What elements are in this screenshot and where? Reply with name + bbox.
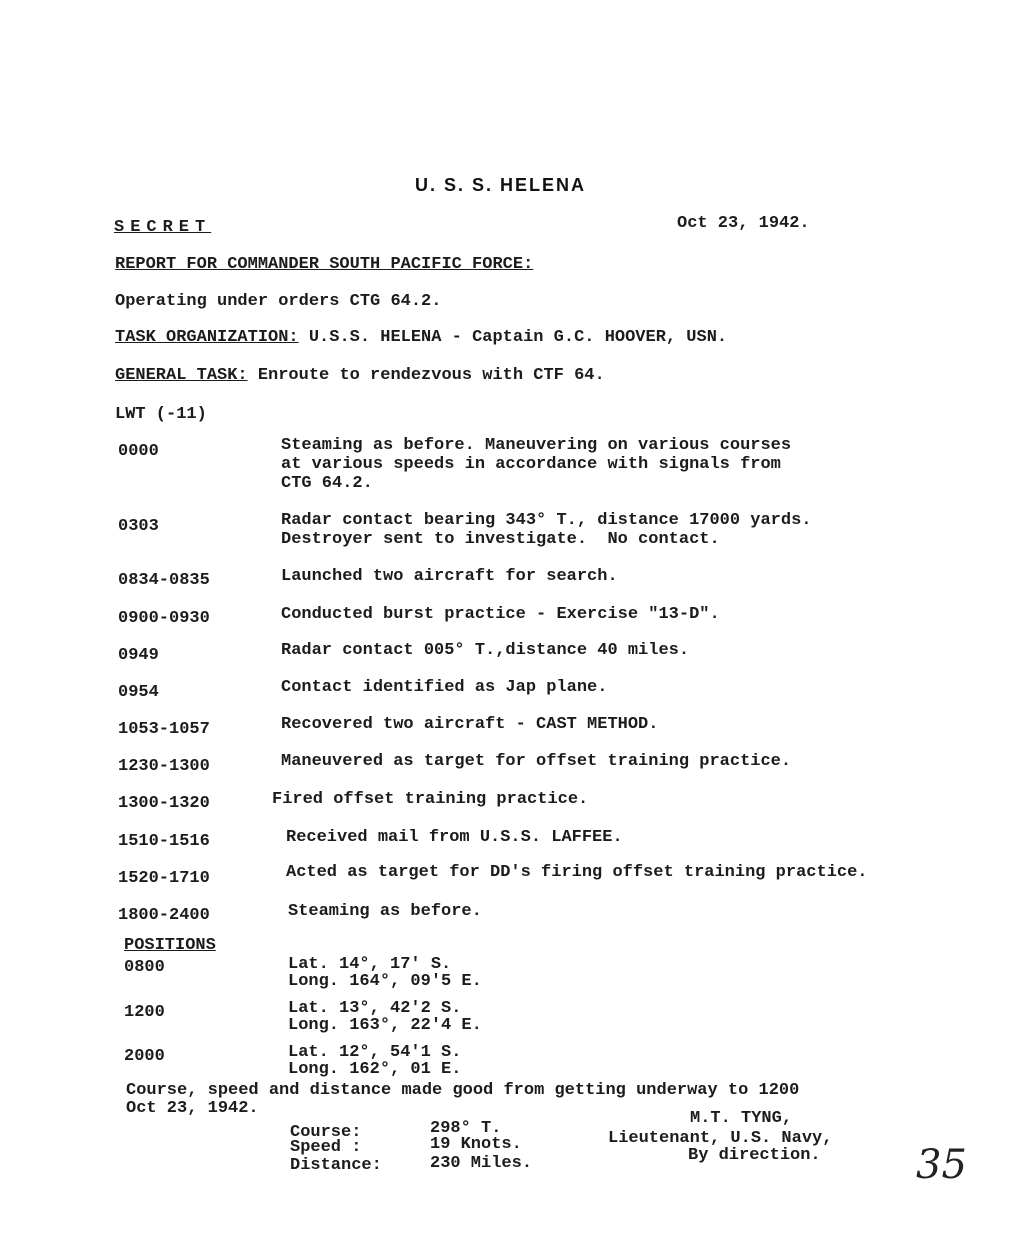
position-lat: Lat. 13°, 42'2 S.	[288, 999, 462, 1018]
position-long: Long. 162°, 01 E.	[288, 1060, 462, 1079]
speed-value: 19 Knots.	[430, 1135, 522, 1154]
log-time: 0834-0835	[118, 571, 210, 590]
position-time: 0800	[124, 958, 165, 977]
position-long: Long. 163°, 22'4 E.	[288, 1016, 482, 1035]
log-time: 0303	[118, 517, 159, 536]
distance-value: 230 Miles.	[430, 1154, 533, 1173]
summary-line-1: Course, speed and distance made good from getting underway to 1200	[126, 1081, 800, 1100]
time-zone: LWT (-11)	[115, 405, 207, 424]
log-text: Acted as target for DD's firing offset training practice.	[286, 863, 868, 882]
operating-orders: Operating under orders CTG 64.2.	[115, 292, 442, 311]
task-organization-value: U.S.S. HELENA - Captain G.C. HOOVER, USN.	[308, 328, 728, 347]
position-long: Long. 164°, 09'5 E.	[288, 972, 482, 991]
position-lat: Lat. 14°, 17' S.	[288, 955, 452, 974]
log-text: Fired offset training practice.	[272, 790, 589, 809]
log-time: 0000	[118, 442, 159, 461]
log-time: 0900-0930	[118, 609, 210, 628]
position-time: 1200	[124, 1003, 165, 1022]
log-text: Steaming as before. Maneuvering on various courses at various speeds in accordance with signals from CTG 64.2.	[281, 436, 792, 493]
signature-name: M.T. TYNG,	[690, 1109, 793, 1128]
report-date: Oct 23, 1942.	[677, 214, 810, 233]
ship-header: U. S. S. HELENA	[415, 175, 587, 195]
classification: SECRET	[114, 218, 212, 237]
log-time: 0954	[118, 683, 159, 702]
log-text: Conducted burst practice - Exercise "13-D".	[281, 605, 720, 624]
log-text: Steaming as before.	[288, 902, 482, 921]
speed-label: Speed :	[290, 1138, 362, 1157]
page-number: 35	[916, 1142, 967, 1188]
distance-label: Distance:	[290, 1156, 382, 1175]
log-text: Recovered two aircraft - CAST METHOD.	[281, 715, 659, 734]
log-text: Launched two aircraft for search.	[281, 567, 618, 586]
log-text: Radar contact bearing 343° T., distance 17000 yards. Destroyer sent to investigate. No contact.	[281, 511, 812, 549]
log-text: Received mail from U.S.S. LAFFEE.	[286, 828, 623, 847]
task-organization-label: TASK ORGANIZATION:	[115, 328, 299, 347]
position-lat: Lat. 12°, 54'1 S.	[288, 1043, 462, 1062]
signature-direction: By direction.	[688, 1146, 821, 1165]
general-task	[115, 366, 605, 385]
log-time: 1510-1516	[118, 832, 210, 851]
log-time: 1300-1320	[118, 794, 210, 813]
general-task-value: Enroute to rendezvous with CTF 64.	[257, 366, 605, 385]
log-time: 1053-1057	[118, 720, 210, 739]
course-value: 298° T.	[430, 1119, 502, 1138]
general-task-label: GENERAL TASK:	[115, 366, 248, 385]
log-time: 0949	[118, 646, 159, 665]
report-title: REPORT FOR COMMANDER SOUTH PACIFIC FORCE:	[115, 255, 534, 274]
task-organization	[115, 328, 727, 347]
position-time: 2000	[124, 1047, 165, 1066]
log-time: 1800-2400	[118, 906, 210, 925]
signature-rank: Lieutenant, U.S. Navy,	[608, 1129, 833, 1148]
log-time: 1230-1300	[118, 757, 210, 776]
log-text: Contact identified as Jap plane.	[281, 678, 608, 697]
positions-heading: POSITIONS	[124, 936, 216, 955]
log-text: Radar contact 005° T.,distance 40 miles.	[281, 641, 690, 660]
log-text: Maneuvered as target for offset training practice.	[281, 752, 792, 771]
summary-line-2: Oct 23, 1942.	[126, 1099, 259, 1118]
log-time: 1520-1710	[118, 869, 210, 888]
course-label: Course:	[290, 1123, 362, 1142]
